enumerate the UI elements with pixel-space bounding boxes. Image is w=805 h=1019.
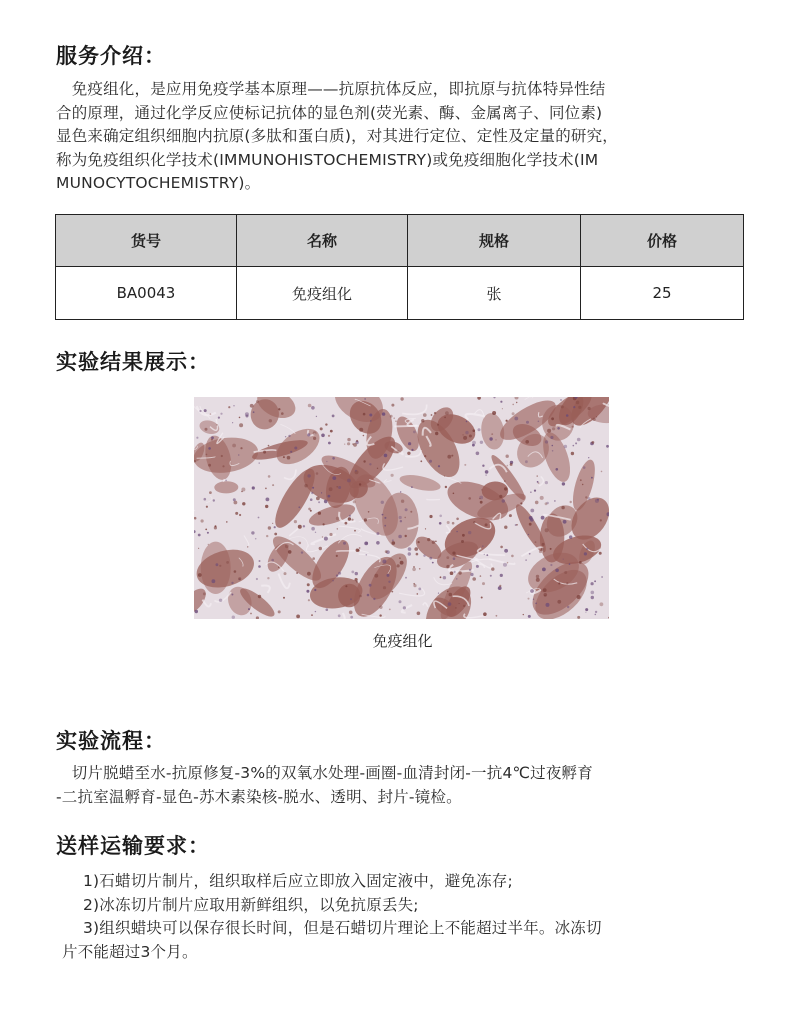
service-heading: 服务介绍：	[56, 44, 166, 68]
tissue-image	[194, 397, 609, 619]
service-line: 显色来确定组织细胞内抗原(多肽和蛋白质)，对其进行定位、定性及定量的研究，	[56, 127, 618, 145]
process-heading: 实验流程：	[56, 729, 166, 753]
service-line: MUNOCYTOCHEMISTRY)。	[56, 174, 261, 192]
results-heading: 实验结果展示：	[56, 350, 210, 374]
shipping-item: 2)冰冻切片制片应取用新鲜组织，以免抗原丢失;	[83, 895, 419, 914]
process-paragraph	[56, 762, 766, 809]
process-line: -二抗室温孵育-显色-苏木素染核-脱水、透明、封片-镜检。	[56, 787, 462, 806]
header-cell-spec: 规格	[408, 215, 581, 267]
process-line: 切片脱蜡至水-抗原修复-3%的双氧水处理-画圈-血清封闭-一抗4℃过夜孵育	[56, 764, 593, 782]
micrograph-caption: 免疫组化	[372, 632, 433, 650]
cell-name: 免疫组化	[237, 267, 408, 320]
shipping-heading: 送样运输要求：	[56, 834, 210, 858]
shipping-requirements	[56, 870, 756, 964]
shipping-item-continuation: 片不能超过3个月。	[62, 942, 198, 961]
shipping-item: 3)组织蜡块可以保存很长时间，但是石蜡切片理论上不能超过半年。冰冻切	[83, 919, 602, 937]
header-cell-name: 名称	[237, 215, 408, 267]
header-cell-price: 价格	[581, 215, 744, 267]
cell-item-no: BA0043	[56, 267, 237, 320]
cell-price: 25	[581, 267, 744, 320]
service-line: 称为免疫组织化学技术(IMMUNOHISTOCHEMISTRY)或免疫细胞化学技术(IM	[56, 150, 599, 169]
header-cell-item-no: 货号	[56, 215, 237, 267]
price-table	[55, 214, 744, 320]
ihc-micrograph	[194, 397, 609, 619]
shipping-item: 1)石蜡切片制片，组织取样后应立即放入固定液中，避免冻存;	[83, 872, 513, 890]
cell-spec: 张	[408, 267, 581, 320]
table-header-row	[56, 215, 744, 267]
service-line: 免疫组化，是应用免疫学基本原理——抗原抗体反应，即抗原与抗体特异性结	[56, 80, 606, 98]
service-line: 合的原理，通过化学反应使标记抗体的显色剂(荧光素、酶、金属离子、同位素)	[56, 103, 603, 122]
table-row	[56, 267, 744, 320]
service-paragraph	[56, 78, 756, 196]
